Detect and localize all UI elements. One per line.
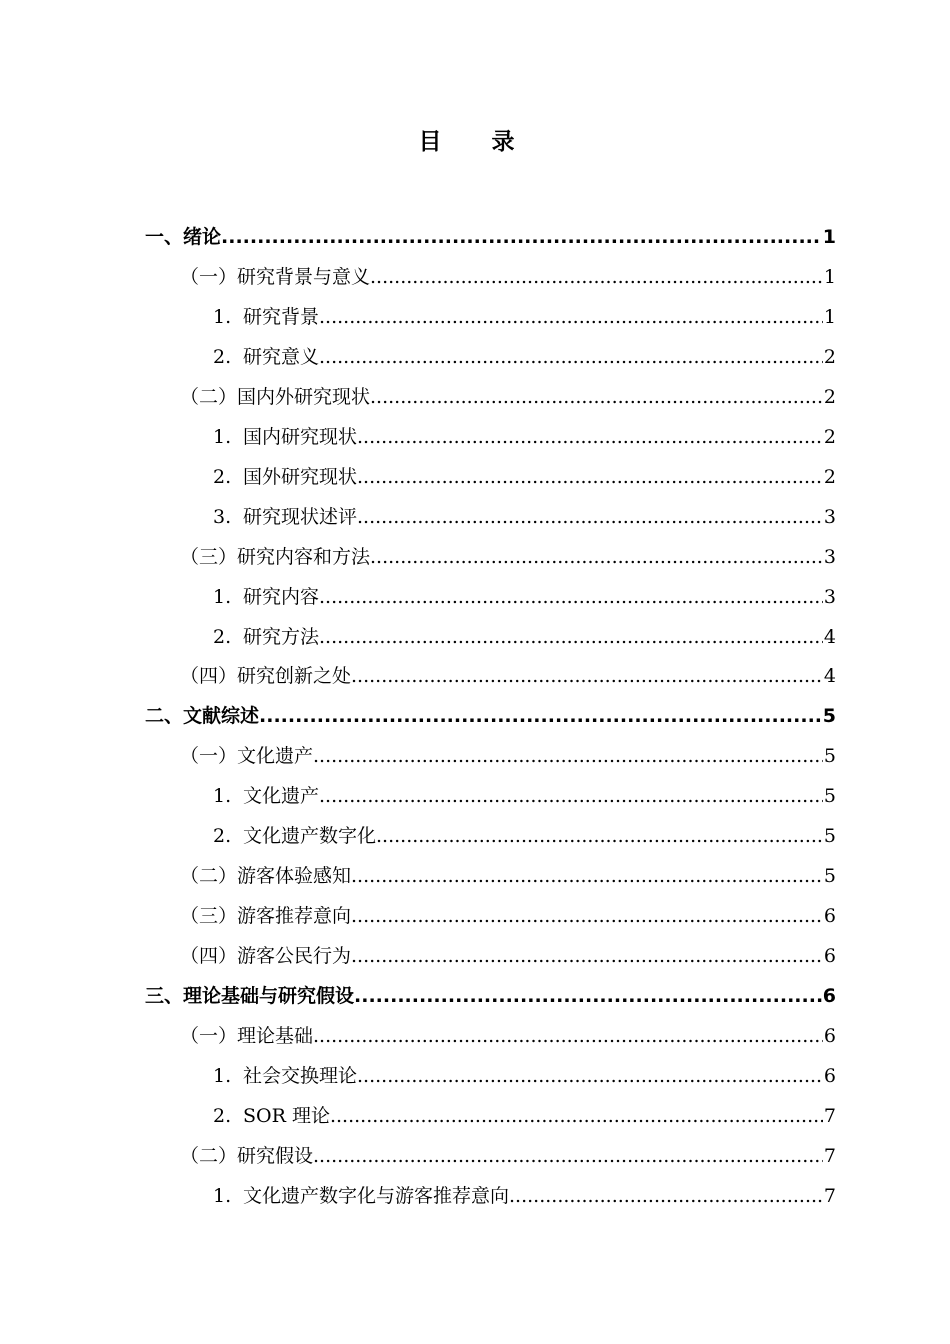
toc-entry-title xyxy=(213,1104,330,1128)
toc-page-number: 5 xyxy=(823,745,836,768)
toc-entry-number: 2. xyxy=(213,465,232,488)
toc-entry-title xyxy=(213,784,319,808)
toc-dot-leader xyxy=(376,824,823,848)
toc-dot-leader xyxy=(221,225,822,249)
toc-page-number: 7 xyxy=(823,1184,836,1207)
toc-dot-leader xyxy=(319,784,823,808)
toc-entry-number: 2. xyxy=(213,345,232,368)
toc-entry-label: 三、理论基础与研究假设 xyxy=(145,985,355,1008)
toc-entry-level-3[interactable] xyxy=(213,816,836,848)
toc-dot-leader xyxy=(357,425,823,449)
toc-page-number: 3 xyxy=(823,505,836,528)
toc-page-number: 2 xyxy=(823,465,836,488)
toc-entry-level-3[interactable] xyxy=(213,457,836,489)
toc-entry-title xyxy=(213,585,319,609)
toc-dot-leader xyxy=(370,545,823,569)
toc-entry-title xyxy=(180,265,370,289)
toc-entry-label: 研究内容 xyxy=(243,585,320,608)
toc-entry-title xyxy=(213,345,319,369)
toc-page-number: 2 xyxy=(823,345,836,368)
toc-entry-label: 二、文献综述 xyxy=(145,705,260,728)
toc-entry-level-2[interactable] xyxy=(180,537,836,569)
toc-page-number: 2 xyxy=(823,425,836,448)
toc-page-number: 5 xyxy=(822,705,836,728)
toc-entry-title xyxy=(145,984,354,1008)
toc-entry-level-2[interactable] xyxy=(180,736,836,768)
toc-dot-leader xyxy=(357,505,823,529)
toc-dot-leader xyxy=(351,664,823,688)
toc-entry-level-3[interactable] xyxy=(213,417,836,449)
toc-entry-title xyxy=(213,465,357,489)
toc-page-number: 6 xyxy=(823,945,836,968)
toc-entry-title xyxy=(180,545,370,569)
toc-entry-level-3[interactable] xyxy=(213,497,836,529)
toc-dot-leader xyxy=(351,864,823,888)
toc-dot-leader xyxy=(319,585,823,609)
toc-dot-leader xyxy=(351,944,823,968)
toc-entry-number: 1. xyxy=(213,425,232,448)
toc-entry-level-3[interactable] xyxy=(213,337,836,369)
toc-entry-number: 3. xyxy=(213,505,232,528)
toc-title: 目录 xyxy=(418,129,565,155)
toc-entry-label: （二）研究假设 xyxy=(180,1144,314,1167)
toc-page-number: 1 xyxy=(823,265,836,288)
toc-entry-number: 2. xyxy=(213,825,232,848)
toc-entry-number: 2. xyxy=(213,1104,232,1127)
toc-entry-title xyxy=(180,744,313,768)
toc-page-number: 5 xyxy=(823,785,836,808)
toc-entry-label: 研究现状述评 xyxy=(243,505,358,528)
toc-dot-leader xyxy=(370,265,823,289)
toc-dot-leader xyxy=(354,984,822,1008)
toc-page-number: 7 xyxy=(823,1144,836,1167)
toc-entry-label: （三）研究内容和方法 xyxy=(180,545,371,568)
toc-dot-leader xyxy=(370,385,823,409)
toc-page-number: 3 xyxy=(823,585,836,608)
toc-entry-level-3[interactable] xyxy=(213,577,836,609)
toc-dot-leader xyxy=(357,465,823,489)
toc-entry-label: （二）游客体验感知 xyxy=(180,865,352,888)
toc-entry-title xyxy=(180,664,351,688)
toc-entry-label: 研究意义 xyxy=(243,345,320,368)
toc-entry-level-3[interactable] xyxy=(213,1176,836,1208)
toc-dot-leader xyxy=(313,1024,823,1048)
toc-entry-label: 文化遗产数字化 xyxy=(243,825,377,848)
toc-entry-label: 社会交换理论 xyxy=(243,1064,358,1087)
toc-dot-leader xyxy=(319,305,823,329)
toc-entry-number: 1. xyxy=(213,1064,232,1087)
toc-dot-leader xyxy=(357,1064,823,1088)
toc-entry-title xyxy=(213,505,357,529)
toc-dot-leader xyxy=(313,1144,823,1168)
toc-entry-title xyxy=(213,1184,509,1208)
toc-entry-label: 研究方法 xyxy=(243,625,320,648)
toc-page-number: 6 xyxy=(823,1064,836,1087)
toc-entry-label: （一）理论基础 xyxy=(180,1025,314,1047)
toc-entry-label: （一）文化遗产 xyxy=(180,745,314,768)
toc-entry-label: （四）研究创新之处 xyxy=(180,665,352,688)
toc-entry-number: 2. xyxy=(213,625,232,648)
toc-dot-leader xyxy=(259,704,822,728)
toc-entry-label: 文化遗产数字化与游客推荐意向 xyxy=(243,1184,510,1207)
toc-entry-title xyxy=(213,425,357,449)
toc-entry-title xyxy=(180,385,370,409)
toc-entry-label: 国内研究现状 xyxy=(243,425,358,448)
toc-page-number: 5 xyxy=(823,865,836,888)
toc-entry-label: 文化遗产 xyxy=(243,785,320,808)
toc-page-number: 6 xyxy=(822,985,836,1008)
toc-dot-leader xyxy=(319,345,823,369)
toc-entry-level-3[interactable] xyxy=(213,776,836,808)
toc-entry-level-3[interactable] xyxy=(213,297,836,329)
toc-entry-title xyxy=(213,1064,357,1088)
toc-page-number: 2 xyxy=(823,385,836,408)
toc-entry-level-3[interactable] xyxy=(213,617,836,649)
toc-entry-level-2[interactable] xyxy=(180,377,836,409)
toc-entry-title xyxy=(180,1024,313,1048)
toc-entry-title xyxy=(180,1144,313,1168)
toc-dot-leader xyxy=(319,625,823,649)
toc-entry-title xyxy=(213,625,319,649)
toc-entry-number: 1. xyxy=(213,1184,232,1207)
toc-entry-level-2[interactable] xyxy=(180,1016,836,1048)
toc-page-number: 4 xyxy=(823,625,836,648)
toc-entry-label: SOR 理论 xyxy=(243,1104,330,1127)
toc-entry-title xyxy=(180,944,351,968)
toc-dot-leader xyxy=(509,1184,823,1208)
toc-entry-label: （一）研究背景与意义 xyxy=(180,265,371,288)
toc-entry-label: （三）游客推荐意向 xyxy=(180,905,352,928)
toc-dot-leader xyxy=(351,904,823,928)
toc-dot-leader xyxy=(313,744,823,768)
toc-page-number: 1 xyxy=(822,226,836,248)
toc-entry-level-3[interactable] xyxy=(213,1056,836,1088)
toc-entry-label: 国外研究现状 xyxy=(243,465,358,488)
toc-entry-level-2[interactable] xyxy=(180,856,836,888)
toc-entry-number: 1. xyxy=(213,785,232,808)
toc-page-number: 6 xyxy=(823,905,836,928)
toc-entry-level-1[interactable] xyxy=(145,696,836,728)
toc-entry-level-2[interactable] xyxy=(180,1136,836,1168)
toc-entry-label: 一、绪论 xyxy=(145,226,222,248)
toc-page-number: 4 xyxy=(823,665,836,688)
toc-page-number: 3 xyxy=(823,545,836,568)
toc-entry-level-1[interactable] xyxy=(145,217,836,249)
toc-page-number: 5 xyxy=(823,825,836,848)
toc-page-number: 7 xyxy=(823,1104,836,1127)
toc-entry-level-1[interactable] xyxy=(145,976,836,1008)
toc-entry-title xyxy=(145,225,221,249)
toc-entry-level-2[interactable] xyxy=(180,896,836,928)
toc-entry-title xyxy=(180,904,351,928)
toc-dot-leader xyxy=(330,1104,823,1128)
toc-entry-label: （四）游客公民行为 xyxy=(180,945,352,968)
toc-entry-label: 研究背景 xyxy=(243,305,320,328)
toc-entry-title xyxy=(180,864,351,888)
toc-page-number: 6 xyxy=(823,1025,836,1047)
toc-entry-level-2[interactable] xyxy=(180,936,836,968)
toc-entry-level-2[interactable] xyxy=(180,257,836,289)
toc-entry-number: 1. xyxy=(213,585,232,608)
toc-page-number: 1 xyxy=(823,305,836,328)
toc-entry-level-2[interactable] xyxy=(180,656,836,688)
toc-entry-title xyxy=(213,305,319,329)
toc-entry-title xyxy=(145,704,259,728)
toc-entry-number: 1. xyxy=(213,305,232,328)
toc-entry-level-3[interactable] xyxy=(213,1096,836,1128)
toc-entry-label: （二）国内外研究现状 xyxy=(180,385,371,408)
toc-entry-title xyxy=(213,824,376,848)
